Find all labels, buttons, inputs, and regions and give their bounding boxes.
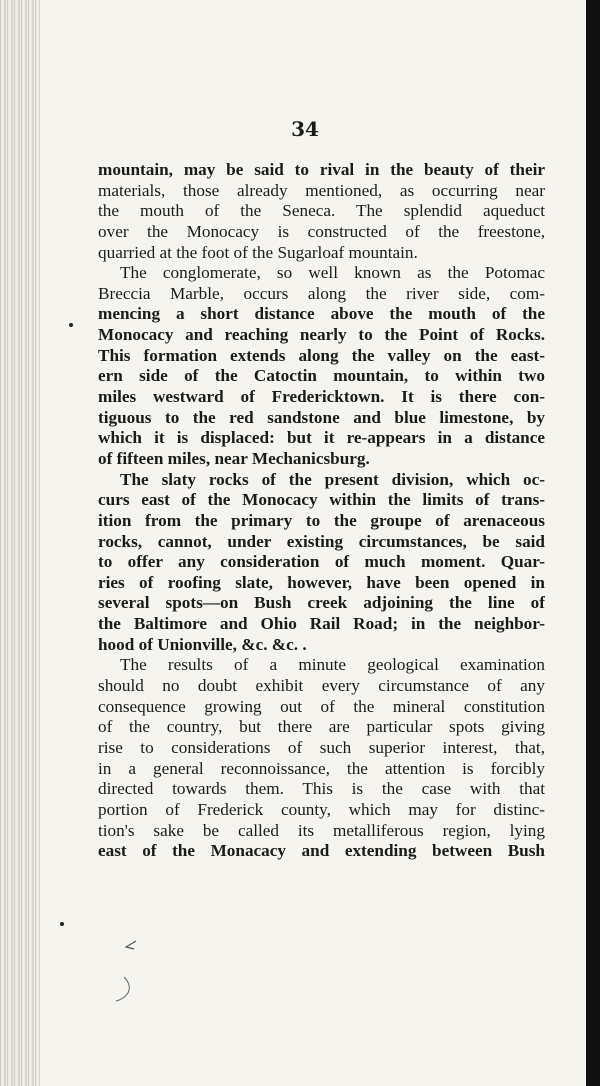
text-line: quarried at the foot of the Sugarloaf mountain. (98, 242, 418, 262)
ink-speck (69, 323, 73, 327)
text-line: Breccia Marble, occurs along the river side, com- (98, 283, 545, 303)
text-line: rocks, cannot, under existing circumstances, be said (98, 531, 545, 551)
text-line: ition from the primary to the groupe of arenaceous (98, 510, 545, 530)
text-line: hood of Unionville, &c. &c. . (98, 634, 307, 654)
text-line: the Baltimore and Ohio Rail Road; in the neighbor- (98, 614, 545, 634)
text-line: which it is displaced: but it re-appears in a distance (98, 428, 545, 448)
text-line: curs east of the Monocacy within the limits of trans- (98, 490, 545, 510)
text-line: tiguous to the red sandstone and blue limestone, by (98, 407, 545, 427)
text-line: ries of roofing slate, however, have been opened in (98, 572, 545, 592)
text-line: The conglomerate, so well known as the Potomac (120, 263, 545, 283)
text-line: rise to considerations of such superior interest, that, (98, 737, 545, 757)
book-spine-gutter (0, 0, 40, 1086)
text-line: portion of Frederick county, which may for distinc- (98, 799, 545, 819)
text-line: to offer any consideration of much moment. Quar- (98, 552, 545, 572)
body-text (98, 160, 545, 862)
pencil-mark-icon (110, 935, 150, 1015)
text-line: tion's sake be called its metalliferous region, lying (98, 820, 545, 840)
page-number: 34 (291, 117, 319, 141)
text-line: of the country, but there are particular spots giving (98, 717, 545, 737)
text-line: mountain, may be said to rival in the beauty of their (98, 160, 545, 179)
text-line: materials, those already mentioned, as occurring near (98, 180, 545, 200)
text-line: The results of a minute geological examination (120, 655, 545, 675)
text-line: the mouth of the Seneca. The splendid aqueduct (98, 201, 545, 221)
ink-speck (60, 922, 64, 926)
text-line: miles westward of Fredericktown. It is there con- (98, 387, 545, 407)
text-line: over the Monocacy is constructed of the freestone, (98, 221, 545, 241)
text-line: should no doubt exhibit every circumstance of any (98, 676, 545, 696)
text-line: ern side of the Catoctin mountain, to within two (98, 366, 545, 386)
text-line: consequence growing out of the mineral constitution (98, 696, 545, 716)
text-line: several spots—on Bush creek adjoining the line of (98, 593, 545, 613)
text-line: Monocacy and reaching nearly to the Point of Rocks. (98, 325, 545, 345)
text-line: in a general reconnoissance, the attention is forcibly (98, 758, 545, 778)
text-line: of fifteen miles, near Mechanicsburg. (98, 448, 370, 468)
text-line: This formation extends along the valley on the east- (98, 345, 545, 365)
text-line: mencing a short distance above the mouth of the (98, 304, 545, 324)
text-line: east of the Monacacy and extending between Bush (98, 841, 545, 861)
text-line: directed towards them. This is the case with that (98, 779, 545, 799)
page-edge-shadow (586, 0, 600, 1086)
text-line: The slaty rocks of the present division, which oc- (120, 469, 545, 489)
